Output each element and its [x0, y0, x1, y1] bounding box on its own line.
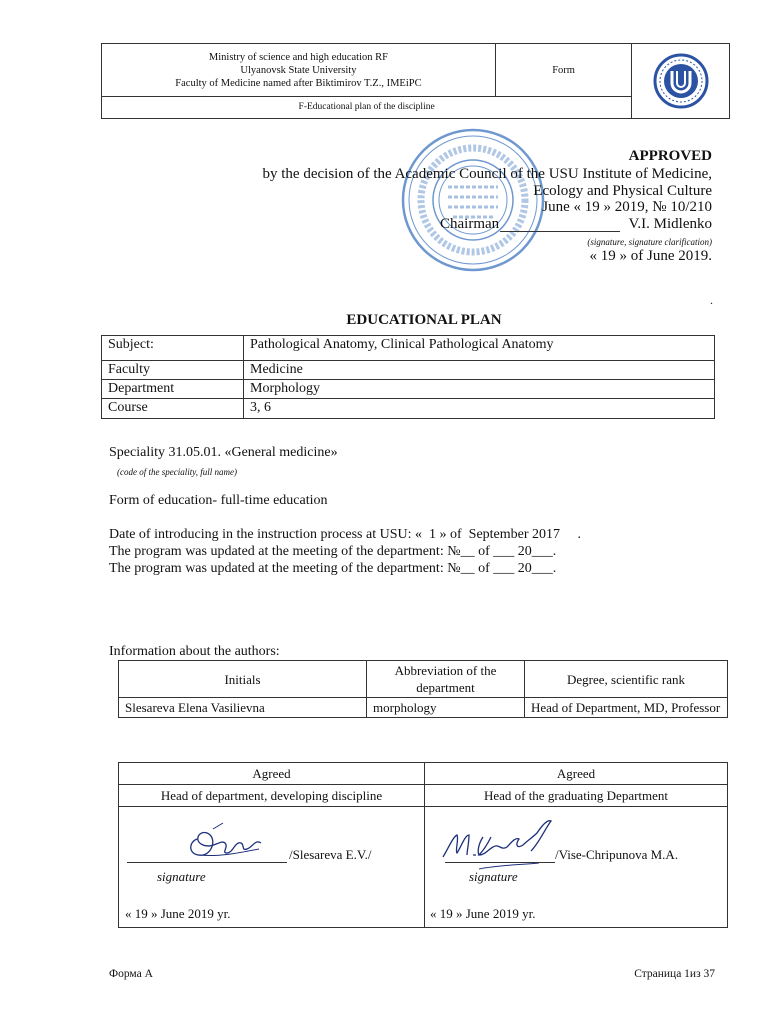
author-degree: Head of Department, MD, Professor — [525, 698, 728, 718]
plan-label-faculty: Faculty — [102, 361, 244, 380]
date-introduced: Date of introducing in the instruction process at USU: « 1 » of September 2017 . — [109, 527, 582, 542]
authors-col-initials: Initials — [119, 661, 367, 698]
chairman-label: Chairman — [440, 216, 500, 232]
approval-line-1: by the decision of the Academic Council of the USU Institute of Medicine, — [262, 166, 712, 182]
plan-title: EDUCATIONAL PLAN — [346, 312, 502, 328]
chairman-name: V.I. Midlenko — [628, 216, 712, 232]
organization-cell — [102, 44, 496, 97]
right-signature-line — [445, 862, 555, 863]
right-agreed-date: « 19 » June 2019 yr. — [430, 906, 536, 921]
update-line-2: The program was updated at the meeting of the department: №__ of ___ 20___. — [109, 561, 557, 576]
agreed-right-signature-cell — [425, 807, 728, 928]
left-signature-label: signature — [157, 869, 206, 884]
stray-dot: . — [710, 293, 713, 307]
authors-heading: Information about the authors: — [109, 644, 280, 659]
author-initials: Slesareva Elena Vasilievna — [119, 698, 367, 718]
approval-date: « 19 » of June 2019. — [589, 248, 712, 264]
chairman-signature-line — [500, 231, 620, 232]
agreed-right-title: Agreed — [425, 763, 728, 785]
authors-table — [118, 660, 728, 718]
approval-line-3: June « 19 » 2019, № 10/210 — [542, 199, 712, 215]
document-subtitle: F-Educational plan of the discipline — [102, 97, 632, 119]
university-logo-icon — [653, 53, 709, 109]
plan-value-department: Morphology — [244, 380, 715, 399]
org-line-faculty: Faculty of Medicine named after Biktimirov T.Z., IMEiPC — [175, 77, 422, 89]
logo-cell — [632, 44, 730, 119]
right-signature-label: signature — [469, 869, 518, 884]
right-signer-name: /Vise-Chripunova M.A. — [555, 847, 679, 862]
agreed-right-role: Head of the graduating Department — [425, 785, 728, 807]
agreed-table — [118, 762, 728, 928]
form-cell: Form — [495, 44, 631, 97]
handwritten-signature-chripunova — [439, 817, 569, 877]
left-signer-name: /Slesareva E.V./ — [289, 847, 372, 862]
agreed-left-role: Head of department, developing discipline — [119, 785, 425, 807]
plan-label-department: Department — [102, 380, 244, 399]
org-line-ministry: Ministry of science and high education RF — [208, 51, 388, 63]
plan-value-faculty: Medicine — [244, 361, 715, 380]
speciality-note: (code of the speciality, full name) — [117, 467, 237, 477]
footer-form-label: Форма А — [109, 968, 153, 980]
update-line-1: The program was updated at the meeting of the department: №__ of ___ 20___. — [109, 544, 557, 559]
authors-col-degree: Degree, scientific rank — [525, 661, 728, 698]
footer-page-number: Страница 1из 37 — [634, 968, 715, 980]
left-agreed-date: « 19 » June 2019 yr. — [125, 906, 231, 921]
plan-label-subject: Subject: — [102, 336, 244, 361]
signature-clarification-note: (signature, signature clarification) — [587, 237, 712, 247]
authors-col-department: Abbreviation of the department — [367, 661, 525, 698]
plan-value-subject: Pathological Anatomy, Clinical Pathological Anatomy — [244, 336, 715, 361]
plan-value-course: 3, 6 — [244, 399, 715, 419]
org-line-university: Ulyanovsk State University — [240, 64, 357, 76]
approval-line-2: Ecology and Physical Culture — [533, 183, 712, 199]
author-department: morphology — [367, 698, 525, 718]
official-stamp-icon — [398, 125, 548, 275]
handwritten-signature-slesareva — [179, 819, 269, 861]
agreed-left-signature-cell — [119, 807, 425, 928]
plan-label-course: Course — [102, 399, 244, 419]
plan-table — [101, 335, 715, 419]
table-row — [119, 698, 728, 718]
form-of-education: Form of education- full-time education — [109, 493, 328, 508]
approved-title: APPROVED — [628, 148, 712, 164]
agreed-left-title: Agreed — [119, 763, 425, 785]
header-table — [101, 43, 730, 119]
left-signature-line — [127, 862, 287, 863]
speciality-text: Speciality 31.05.01. «General medicine» — [109, 445, 338, 460]
